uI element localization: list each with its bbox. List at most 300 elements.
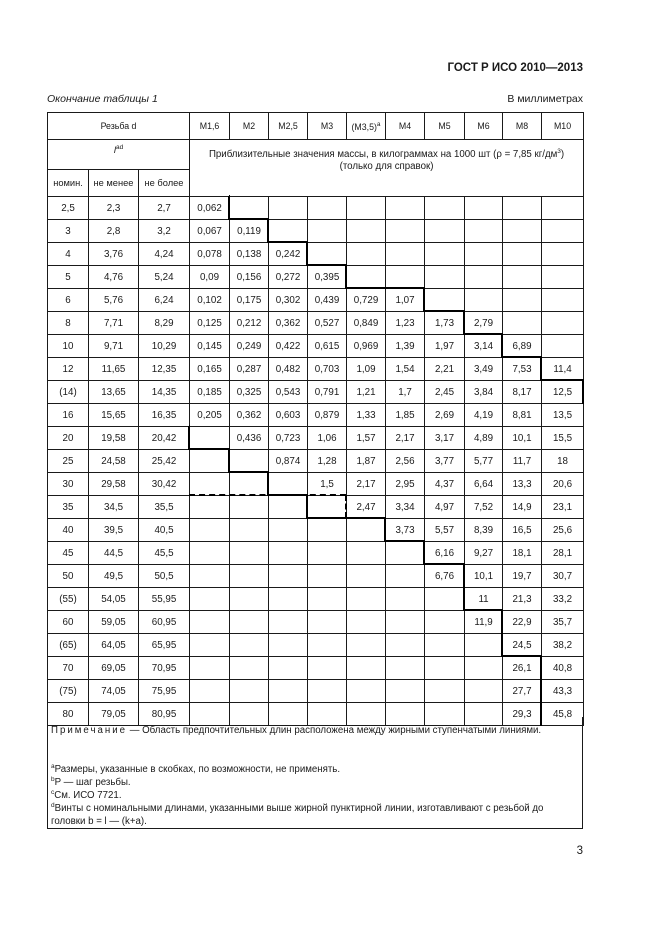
length-nominal: 6	[48, 289, 89, 312]
length-header-row	[48, 140, 584, 170]
thread-header: Резьба d	[48, 113, 190, 140]
length-max: 40,5	[139, 519, 190, 542]
mass-value: 14,9	[503, 496, 542, 519]
bold-line	[423, 288, 425, 312]
thread-size	[347, 113, 386, 140]
mass-value	[308, 243, 347, 266]
mass-value	[386, 542, 425, 565]
length-max: 12,35	[139, 358, 190, 381]
mass-value	[542, 266, 584, 289]
bold-line	[188, 426, 190, 450]
mass-value: 0,603	[269, 404, 308, 427]
mass-header-note: (только для справок)	[339, 161, 434, 173]
mass-value: 2,21	[425, 358, 465, 381]
mass-value	[425, 220, 465, 243]
length-max: 30,42	[139, 473, 190, 496]
length-nominal: 12	[48, 358, 89, 381]
table-row	[48, 634, 584, 657]
table-row	[48, 611, 584, 634]
mass-value: 18	[542, 450, 584, 473]
bold-line	[501, 610, 503, 657]
mass-value: 1,97	[425, 335, 465, 358]
mass-value	[308, 611, 347, 634]
mass-value	[465, 220, 503, 243]
mass-value: 3,14	[465, 335, 503, 358]
mass-value: 4,89	[465, 427, 503, 450]
mass-value	[425, 266, 465, 289]
length-max: 5,24	[139, 266, 190, 289]
mass-value: 38,2	[542, 634, 584, 657]
mass-value	[269, 473, 308, 496]
length-max: 3,2	[139, 220, 190, 243]
mass-value: 0,272	[269, 266, 308, 289]
mass-value: 45,8	[542, 703, 584, 726]
mass-value: 4,19	[465, 404, 503, 427]
length-max: 55,95	[139, 588, 190, 611]
mass-value	[347, 657, 386, 680]
mass-value	[308, 542, 347, 565]
mass-value	[230, 611, 269, 634]
mass-value	[190, 565, 230, 588]
length-max: 16,35	[139, 404, 190, 427]
table-row	[48, 266, 584, 289]
length-min: 64,05	[89, 634, 139, 657]
mass-value: 0,874	[269, 450, 308, 473]
length-nominal: 70	[48, 657, 89, 680]
bold-line	[501, 334, 503, 358]
mass-value	[503, 289, 542, 312]
mass-value: 10,1	[503, 427, 542, 450]
mass-value	[308, 565, 347, 588]
mass-value: 40,8	[542, 657, 584, 680]
mass-value	[230, 542, 269, 565]
length-min: 44,5	[89, 542, 139, 565]
length-min: 11,65	[89, 358, 139, 381]
length-nominal: (75)	[48, 680, 89, 703]
mass-value: 0,078	[190, 243, 230, 266]
mass-value: 6,64	[465, 473, 503, 496]
mass-value: 15,5	[542, 427, 584, 450]
mass-value	[308, 519, 347, 542]
table-row	[48, 427, 584, 450]
units-label: В миллиметрах	[507, 93, 583, 105]
mass-value	[542, 220, 584, 243]
mass-value: 0,436	[230, 427, 269, 450]
thread-size: M8	[503, 113, 542, 140]
mass-value	[190, 657, 230, 680]
length-min: 9,71	[89, 335, 139, 358]
mass-value	[503, 220, 542, 243]
mass-value	[542, 243, 584, 266]
table-row	[48, 565, 584, 588]
mass-value	[190, 588, 230, 611]
bold-line	[424, 563, 465, 565]
table-row	[48, 496, 584, 519]
footnote-mark: b	[51, 776, 55, 783]
mass-value: 7,52	[465, 496, 503, 519]
mass-value	[347, 634, 386, 657]
length-nominal: 20	[48, 427, 89, 450]
mass-value: 6,16	[425, 542, 465, 565]
mass-value: 0,138	[230, 243, 269, 266]
mass-value: 1,33	[347, 404, 386, 427]
mass-value: 0,791	[308, 381, 347, 404]
mass-value: 0,723	[269, 427, 308, 450]
mass-value: 19,7	[503, 565, 542, 588]
mass-value: 0,849	[347, 312, 386, 335]
table-row	[48, 335, 584, 358]
mass-value	[542, 289, 584, 312]
length-nominal: 10	[48, 335, 89, 358]
mass-value: 3,84	[465, 381, 503, 404]
length-max: 65,95	[139, 634, 190, 657]
mass-value	[386, 588, 425, 611]
length-min: 29,58	[89, 473, 139, 496]
mass-value: 18,1	[503, 542, 542, 565]
thread-size-label: (M3,5)	[351, 121, 377, 132]
mass-value	[386, 611, 425, 634]
mass-header-exponent: 3	[557, 148, 561, 155]
table-row	[48, 588, 584, 611]
mass-value: 4,37	[425, 473, 465, 496]
length-nominal: 2,5	[48, 197, 89, 220]
mass-value	[190, 427, 230, 450]
mass-value: 1,21	[347, 381, 386, 404]
dashed-line	[189, 494, 346, 496]
mass-value	[386, 657, 425, 680]
mass-value	[386, 634, 425, 657]
length-nominal: 50	[48, 565, 89, 588]
mass-value	[503, 312, 542, 335]
mass-value	[230, 657, 269, 680]
footnote-mark: a	[376, 120, 381, 128]
bold-line	[267, 219, 269, 243]
mass-value	[190, 611, 230, 634]
mass-header-paren: )	[560, 149, 565, 161]
bold-line	[464, 333, 503, 335]
mass-value	[386, 243, 425, 266]
mass-value: 0,395	[308, 266, 347, 289]
col-max: не более	[139, 170, 190, 197]
length-max: 4,24	[139, 243, 190, 266]
table-row	[48, 657, 584, 680]
bold-line	[268, 241, 308, 243]
mass-value	[190, 473, 230, 496]
length-nominal: 16	[48, 404, 89, 427]
mass-value: 1,57	[347, 427, 386, 450]
bold-line	[540, 656, 542, 726]
table-row	[48, 404, 584, 427]
mass-value	[425, 588, 465, 611]
mass-value: 16,5	[503, 519, 542, 542]
mass-value	[190, 496, 230, 519]
mass-value	[347, 243, 386, 266]
mass-value	[269, 565, 308, 588]
mass-value: 0,242	[269, 243, 308, 266]
standard-code: ГОСТ Р ИСО 2010—2013	[447, 62, 583, 74]
mass-value: 3,17	[425, 427, 465, 450]
mass-value	[269, 588, 308, 611]
mass-value	[269, 220, 308, 243]
mass-value	[230, 496, 269, 519]
length-nominal: 5	[48, 266, 89, 289]
bold-line	[424, 310, 465, 312]
table-row	[48, 381, 584, 404]
mass-value: 0,205	[190, 404, 230, 427]
length-min: 39,5	[89, 519, 139, 542]
bold-line	[582, 380, 584, 404]
mass-value: 0,325	[230, 381, 269, 404]
mass-value: 0,482	[269, 358, 308, 381]
mass-value	[230, 473, 269, 496]
bold-line	[423, 541, 425, 565]
mass-value: 25,6	[542, 519, 584, 542]
mass-value: 7,53	[503, 358, 542, 381]
mass-value: 1,7	[386, 381, 425, 404]
mass-value	[503, 243, 542, 266]
footnote-mark: c	[51, 789, 55, 796]
table-row	[48, 519, 584, 542]
mass-value: 23,1	[542, 496, 584, 519]
mass-value: 6,76	[425, 565, 465, 588]
mass-value: 1,39	[386, 335, 425, 358]
length-min: 59,05	[89, 611, 139, 634]
length-nominal: (55)	[48, 588, 89, 611]
bold-line	[228, 449, 230, 473]
mass-value	[465, 243, 503, 266]
length-max: 50,5	[139, 565, 190, 588]
mass-value: 1,54	[386, 358, 425, 381]
footnote-mark: ad	[115, 144, 124, 151]
col-min: не менее	[89, 170, 139, 197]
length-min: 7,71	[89, 312, 139, 335]
length-symbol: l	[113, 145, 116, 157]
note-text: — Область предпочтительных длин расположена между жирными ступенчатыми линиями.	[127, 725, 542, 736]
mass-value	[230, 634, 269, 657]
thread-size: M1,6	[190, 113, 230, 140]
mass-value	[308, 496, 347, 519]
table-row	[48, 542, 584, 565]
length-min: 49,5	[89, 565, 139, 588]
mass-value: 35,7	[542, 611, 584, 634]
mass-value: 0,439	[308, 289, 347, 312]
mass-value	[425, 680, 465, 703]
mass-value: 22,9	[503, 611, 542, 634]
length-min: 5,76	[89, 289, 139, 312]
mass-value: 1,09	[347, 358, 386, 381]
mass-value	[347, 611, 386, 634]
length-min: 24,58	[89, 450, 139, 473]
mass-value: 27,7	[503, 680, 542, 703]
mass-value: 2,17	[386, 427, 425, 450]
mass-value: 0,249	[230, 335, 269, 358]
mass-value: 0,185	[190, 381, 230, 404]
mass-value: 20,6	[542, 473, 584, 496]
bold-line	[345, 265, 347, 289]
length-min: 74,05	[89, 680, 139, 703]
table-row	[48, 289, 584, 312]
mass-value: 1,28	[308, 450, 347, 473]
mass-value: 13,5	[542, 404, 584, 427]
mass-value: 5,57	[425, 519, 465, 542]
table-row	[48, 312, 584, 335]
length-min: 19,58	[89, 427, 139, 450]
mass-value: 24,5	[503, 634, 542, 657]
mass-value	[308, 220, 347, 243]
length-max: 80,95	[139, 703, 190, 726]
table-row	[48, 220, 584, 243]
mass-value: 0,145	[190, 335, 230, 358]
bold-line	[229, 471, 269, 473]
bold-line	[385, 540, 425, 542]
mass-value: 3,34	[386, 496, 425, 519]
mass-value	[269, 496, 308, 519]
table-row	[48, 450, 584, 473]
length-nominal: 25	[48, 450, 89, 473]
mass-value: 4,97	[425, 496, 465, 519]
mass-value: 0,969	[347, 335, 386, 358]
length-min: 4,76	[89, 266, 139, 289]
mass-value: 0,703	[308, 358, 347, 381]
thread-size: M5	[425, 113, 465, 140]
length-nominal: 8	[48, 312, 89, 335]
bold-line	[384, 518, 386, 542]
mass-value	[465, 657, 503, 680]
length-max: 10,29	[139, 335, 190, 358]
mass-value	[230, 680, 269, 703]
mass-value: 2,95	[386, 473, 425, 496]
mass-value: 11,7	[503, 450, 542, 473]
mass-value	[308, 657, 347, 680]
mass-header-text: Приблизительные значения массы, в килограммах на 1000 шт (ρ = 7,85 кг/дм	[208, 149, 558, 161]
mass-value	[386, 565, 425, 588]
mass-value	[347, 220, 386, 243]
mass-value: 0,422	[269, 335, 308, 358]
mass-value: 0,615	[308, 335, 347, 358]
mass-value: 0,287	[230, 358, 269, 381]
mass-value	[230, 450, 269, 473]
mass-value: 10,1	[465, 565, 503, 588]
mass-table	[47, 112, 584, 726]
mass-value: 11	[465, 588, 503, 611]
mass-value	[347, 197, 386, 220]
mass-value: 28,1	[542, 542, 584, 565]
length-min: 79,05	[89, 703, 139, 726]
mass-value	[542, 312, 584, 335]
length-nominal: 35	[48, 496, 89, 519]
bold-line	[540, 357, 542, 381]
mass-value	[465, 266, 503, 289]
mass-value	[542, 335, 584, 358]
length-nominal: 3	[48, 220, 89, 243]
mass-value	[308, 634, 347, 657]
bold-line	[228, 196, 230, 220]
mass-value: 0,302	[269, 289, 308, 312]
mass-value	[542, 197, 584, 220]
length-nominal: 30	[48, 473, 89, 496]
mass-value	[347, 680, 386, 703]
table-row	[48, 358, 584, 381]
length-max: 25,42	[139, 450, 190, 473]
mass-value	[190, 519, 230, 542]
thread-size: M10	[542, 113, 584, 140]
mass-value: 0,062	[190, 197, 230, 220]
mass-value: 33,2	[542, 588, 584, 611]
mass-value	[269, 634, 308, 657]
mass-value: 11,4	[542, 358, 584, 381]
mass-value: 21,3	[503, 588, 542, 611]
mass-value: 0,212	[230, 312, 269, 335]
mass-value: 1,73	[425, 312, 465, 335]
length-max: 8,29	[139, 312, 190, 335]
footnote-text: Размеры, указанные в скобках, по возможности, не применять.	[54, 764, 341, 776]
footnote-text: P — шаг резьбы.	[54, 777, 131, 789]
length-max: 20,42	[139, 427, 190, 450]
length-max: 45,5	[139, 542, 190, 565]
bold-line	[189, 448, 230, 450]
mass-value	[190, 680, 230, 703]
mass-value	[230, 588, 269, 611]
mass-value: 2,47	[347, 496, 386, 519]
mass-value: 3,49	[465, 358, 503, 381]
bold-line	[463, 311, 465, 335]
mass-value	[190, 450, 230, 473]
length-min: 2,8	[89, 220, 139, 243]
mass-value	[465, 197, 503, 220]
mass-value	[347, 519, 386, 542]
mass-value	[347, 565, 386, 588]
mass-value: 2,17	[347, 473, 386, 496]
mass-value	[230, 197, 269, 220]
bold-line	[307, 264, 347, 266]
mass-value: 9,27	[465, 542, 503, 565]
mass-value	[425, 611, 465, 634]
length-max: 60,95	[139, 611, 190, 634]
mass-value	[269, 542, 308, 565]
mass-value: 0,175	[230, 289, 269, 312]
mass-value: 2,69	[425, 404, 465, 427]
thread-size: M2	[230, 113, 269, 140]
mass-value	[269, 657, 308, 680]
length-nominal: 80	[48, 703, 89, 726]
mass-value: 12,5	[542, 381, 584, 404]
mass-value	[269, 519, 308, 542]
footnote-mark: a	[51, 763, 55, 770]
mass-value: 0,362	[230, 404, 269, 427]
bold-line	[502, 655, 542, 657]
mass-value	[465, 680, 503, 703]
table-row	[48, 243, 584, 266]
mass-value: 11,9	[465, 611, 503, 634]
mass-value	[269, 611, 308, 634]
length-label	[48, 140, 190, 170]
mass-value	[347, 588, 386, 611]
mass-value: 1,87	[347, 450, 386, 473]
mass-value: 8,39	[465, 519, 503, 542]
mass-value: 1,23	[386, 312, 425, 335]
length-nominal: 4	[48, 243, 89, 266]
mass-value: 30,7	[542, 565, 584, 588]
mass-value: 1,06	[308, 427, 347, 450]
mass-value	[269, 680, 308, 703]
length-min: 15,65	[89, 404, 139, 427]
mass-value	[425, 634, 465, 657]
mass-value: 0,156	[230, 266, 269, 289]
mass-value	[269, 197, 308, 220]
mass-value	[386, 220, 425, 243]
thread-size: M2,5	[269, 113, 308, 140]
mass-value: 1,85	[386, 404, 425, 427]
